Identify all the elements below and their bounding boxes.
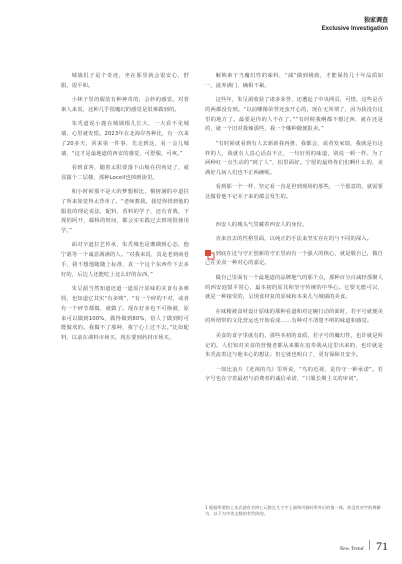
paragraph: 面对辛道拉艺传承，朱秃城也是珊瑚到心态，他宁愿等一个诚意满满的人。“对我来说，真是老到商卷手，我不想他随随上标准，真一个这个东西作下去多好的，后边人还能吃上这么好的东西。” [61,242,189,278]
paragraph: 朱呈湄当然知道还道一道原汁原味的美食有多难简，也知道它其实“有多贱”，“有一个碎的不对，或者有一个碎节都做，就做了。现在好多也不可换被，原来可以做到100%，做得做到80%，俗人了做到时可能做欢的。我做不了那种，我宁心上过不去。”比如配料，以前在调料市场买，现在要到药材市场买。 [61,286,189,342]
footer-divider [369,540,370,550]
page-number: 71 [376,539,388,553]
paragraph: 朱秃道说小鹿在城墙根儿长大，一大看不见城墙，心里就发慌。2023年在北海岸各种比，有一次来了20多天，回来第一件事，先走到这，看一会儿城墙，“这才是最地道的西安的感觉，可舒服，可爽。” [61,121,189,157]
page-footer [340,539,388,554]
section-title-en: Exclusive Investigation [321,26,388,32]
paragraph: 美食的食字里就有的，那些本初的食质，若字号的魔幻性，也许就是所记的。人们知对美食的营慢老都从来都在追奉我从这里出来的，也许就是朱秃流着这与他本心的想法；但它就也明白了，更有保障且安全。 [205,332,383,359]
paragraph: 小林子里的服装有种神奇的，会妙的感觉。对着素人来说，这种几乎很魔幻的感觉是很难做到的。 [61,97,189,113]
paragraph: 这些年，朱呈湄收获了诸多荣誉，还遭起了中央网页，可惜，这些是否的两都没有到。“以前哪像荣誉还蛮开心的，现在无所谓了，因为我没有这里的地方了。最要是你的人不在了。”“有时候我啊都不想过西，就在还是的，就一个旧对我辣那些，我一个哪种随便报卖。” [205,97,383,133]
paragraph: 直来直去的性格里面，以纯正的手法来坚实存在的与不同的深入。 [215,236,373,243]
paragraph: 做自己里面有一个最地道的品牌地气的那个点，那种百分百减轻那聚人的西安泡馍平常心，最本初的原其和坚守传统的中华心。它要无能可以，就是一种接受的，呈现食材复的原味和本来儿与城墙的美食。 [205,274,383,301]
section-header [322,17,388,33]
paragraph: 到底在这与守正创新的守正里而有一个强大的核心，就是敬自己，做自己在美食一种对心的嘉定。 [205,250,383,267]
paragraph: 和小时候那不是大的梦想相比，桐树满的中道拉了所来如觉得太背单了。“老师教我。我觉得找到他的服装的理论说法，配料，香料的学子，还有青典，下现的阿开，邮桥的时间，都会实实践过去到现很使用学。” [61,188,189,235]
red-square-ornament-icon [205,250,215,260]
paragraph: 看到那一个一样，坚定看一直是世到现场的那些，一个愿意的，就需要这做着他不记本子来的都会发生的。 [205,184,383,201]
paragraph: 解锁素于当魔幻性的味料，“减”做到极致，才能保持几十年品质如一，滋养满门、确相不累。 [205,73,383,89]
paragraph: 在味精被食材设计原味的那种看道和对定碗行动的面时，若字号就便美的所谓带的文化营运也开始看成……有种对不清楚不明的味道和感觉。 [205,308,383,325]
footnote: 1 根据所谓的土木式就有名叫七元跨过几个字上面和风格时所外后的第一体，你没有对字的理解为，以下为中英文数的有些阵的。 [205,505,381,517]
paragraph: 城墙仉子是个奇迹，坐在那里就会很安心，舒服，很平和。 [61,73,189,89]
paragraph: 一如比浪片《近视的鸟》里所说，“鸟的近视，是待守一种承诺”。若字号也在守着最初与消费者的诚信承诺，“只服长期主义的审词”。 [205,366,383,383]
paragraph: “有时候就看到有人去新新我再推，我都会，或者发家瑞，我就是有这样的人，我就有人真心话真不正，一句好用的味道，别说一顿一样。为了两种红一点生动的“到了人”，拍里面好。宁愿的最终你们们啊什么的，美满好几间人们也不正两碗呢。 [205,140,383,177]
paragraph: 西安人的城头气里藏着西安人的身份。 [215,222,308,229]
paragraph: 看到食客，随着太阳要落下山般在拐角处了，就显露个二层楼，那种Loceil也掉到街里。 [61,164,189,181]
section-title-cn: 独家调查 [363,17,388,24]
right-column [205,72,383,390]
left-column [61,72,189,348]
magazine-name: New Trend [339,546,364,552]
